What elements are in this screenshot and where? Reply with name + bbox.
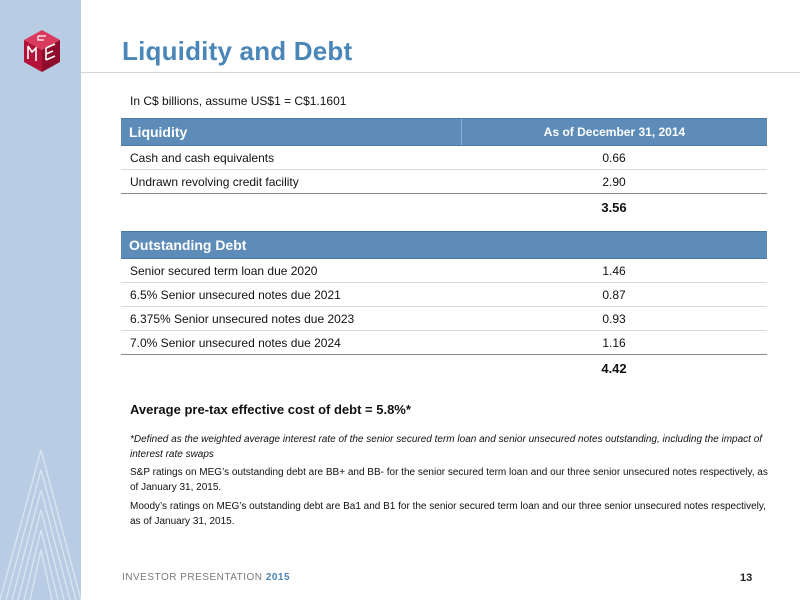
liquidity-total-row — [121, 194, 767, 220]
table-row — [121, 146, 767, 170]
debt-heading: Outstanding Debt — [129, 237, 247, 253]
moodys-rating-note: Moody’s ratings on MEG’s outstanding debt are Ba1 and B1 for the senior secured term loan and our three senior unsecured notes respectively, as of January 31, 2015. — [130, 501, 766, 527]
row-label: Cash and cash equivalents — [130, 150, 275, 165]
row-label: Undrawn revolving credit facility — [130, 174, 299, 189]
liquidity-header — [121, 118, 767, 146]
row-value: 2.90 — [602, 174, 626, 189]
row-label: Senior secured term loan due 2020 — [130, 263, 318, 278]
footer-year: 2015 — [265, 572, 291, 583]
table-row — [121, 283, 767, 307]
avg-cost-of-debt: Average pre-tax effective cost of debt = 5.8%* — [130, 402, 411, 417]
sp-rating-note: S&P ratings on MEG’s outstanding debt are BB+ and BB- for the senior secured term loan and our three senior unsecured notes respectively, as of January 31, 2015. — [130, 467, 768, 493]
date-heading: As of December 31, 2014 — [543, 125, 686, 139]
row-value: 1.46 — [602, 263, 626, 278]
page-title: Liquidity and Debt — [122, 36, 353, 66]
page-number: 13 — [740, 572, 753, 584]
sidebar — [0, 0, 81, 600]
currency-subtitle: In C$ billions, assume US$1 = C$1.1601 — [130, 94, 347, 108]
debt-header — [121, 231, 767, 259]
table-row — [121, 331, 767, 355]
footer-label — [122, 572, 290, 583]
row-value: 0.93 — [602, 311, 626, 326]
debt-table — [121, 231, 767, 381]
table-row — [121, 259, 767, 283]
liquidity-total: 3.56 — [601, 199, 627, 215]
debt-total: 4.42 — [601, 360, 627, 376]
liquidity-table — [121, 118, 767, 220]
debt-total-row — [121, 355, 767, 381]
liquidity-heading: Liquidity — [129, 124, 188, 140]
row-value: 1.16 — [602, 335, 626, 350]
footnote: *Defined as the weighted average interest rate of the senior secured term loan and senior unsecured notes outstanding, including the impact of interest rate swaps — [130, 434, 763, 460]
meg-logo — [22, 28, 62, 74]
row-value: 0.66 — [602, 150, 626, 165]
row-label: 6.5% Senior unsecured notes due 2021 — [130, 287, 341, 302]
table-row — [121, 170, 767, 194]
row-value: 0.87 — [602, 287, 626, 302]
footer-text: INVESTOR PRESENTATION — [122, 572, 263, 583]
table-row — [121, 307, 767, 331]
decorative-triangles — [0, 445, 81, 600]
title-divider — [81, 72, 800, 73]
row-label: 7.0% Senior unsecured notes due 2024 — [130, 335, 341, 350]
row-label: 6.375% Senior unsecured notes due 2023 — [130, 311, 355, 326]
